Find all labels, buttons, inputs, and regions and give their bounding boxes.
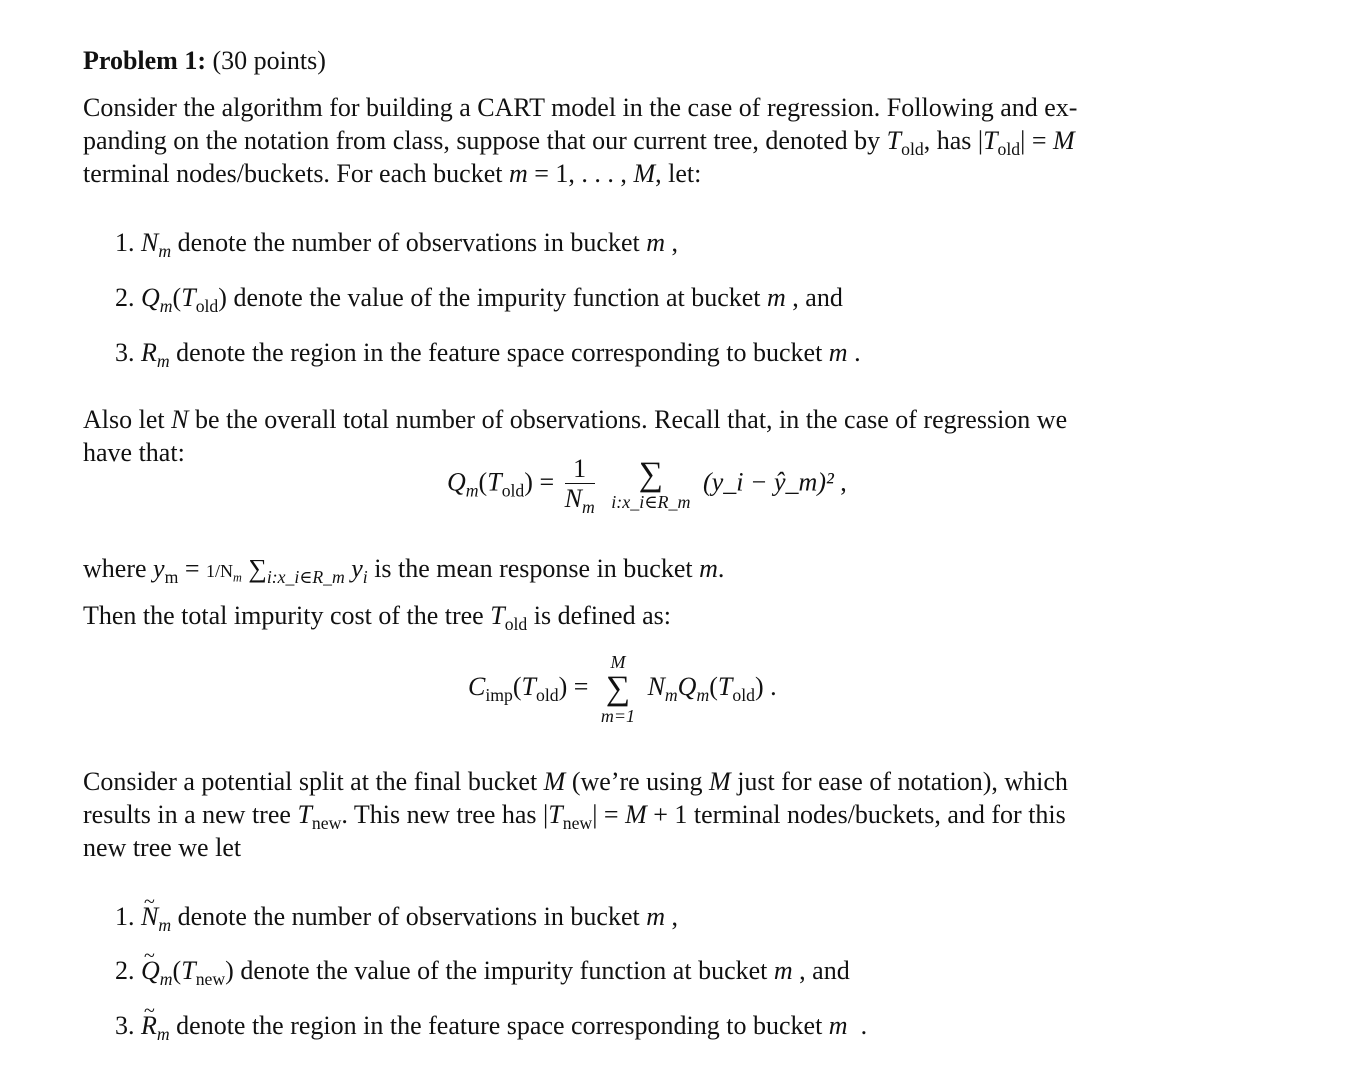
- also-line-1: Also let N be the overall total number of observations. Recall that, in the case of regression we: [83, 405, 1068, 434]
- split-line-3: new tree we let: [83, 833, 242, 862]
- intro-paragraph: [83, 91, 1077, 190]
- equation-sum: ∑ i:x_i∈R_m: [611, 455, 691, 512]
- problem-title: [83, 44, 326, 77]
- equation-fraction: $\frac{1}{N_m}$: [564, 454, 595, 518]
- split-line-1: Consider a potential split at the final bucket M (we’re using M just for ease of notation), which: [83, 767, 1068, 796]
- also-line-2: have that:: [83, 438, 185, 467]
- intro-line-3: terminal nodes/buckets. For each bucket m = 1, . . . , M, let:: [83, 159, 702, 188]
- list1-item-1: 1. $N_m$ denote the number of observations in bucket m ,: [115, 228, 678, 262]
- split-line-2: results in a new tree $T_{new}$. This new tree has $|T_{new}| = M + 1$ terminal nodes/buckets, and for this: [83, 800, 1066, 834]
- problem-label: Problem 1:: [83, 46, 206, 75]
- equation-total-cost: $C_{imp}(T_{old})$ = M ∑ m=1 $N_mQ_m(T_{old})$ .: [468, 652, 777, 726]
- equation-sum-2: M ∑ m=1: [600, 652, 636, 726]
- split-paragraph: [83, 765, 1068, 864]
- equation-impurity: $Q_m(T_{old})$ = $\frac{1}{N_m}$ ∑ i:x_i∈R_m (y_i − ŷ_m)² ,: [447, 454, 847, 518]
- problem-points: (30 points): [212, 46, 326, 75]
- list2-item-1: 1. ~ $N_m$ denote the number of observations in bucket m ,: [115, 900, 678, 933]
- then-line: Then the total impurity cost of the tree $T_{old}$ is defined as:: [83, 601, 671, 635]
- list1-item-2: 2. $Q_m(T_{old})$ denote the value of the impurity function at bucket m , and: [115, 283, 843, 317]
- list2-item-2: 2. ~ $Q_m(T_{new})$ denote the value of the impurity function at bucket m , and: [115, 954, 850, 987]
- list1-item-3: 3. $R_m$ denote the region in the feature space corresponding to bucket m .: [115, 338, 861, 372]
- intro-line-2: panding on the notation from class, suppose that our current tree, denoted by $T_{old}$, has $|T_{old}| = M$: [83, 126, 1075, 160]
- where-line: where $y_m = 1/N_m$ $\sum_{i:x\_i\in R\_m}$ $y_i$ is the mean response in bucket m.: [83, 554, 725, 588]
- list2-item-3: 3. ~ $R_m$ denote the region in the feature space corresponding to bucket m .: [115, 1009, 867, 1042]
- intro-line-1: Consider the algorithm for building a CART model in the case of regression. Following and ex-: [83, 93, 1078, 122]
